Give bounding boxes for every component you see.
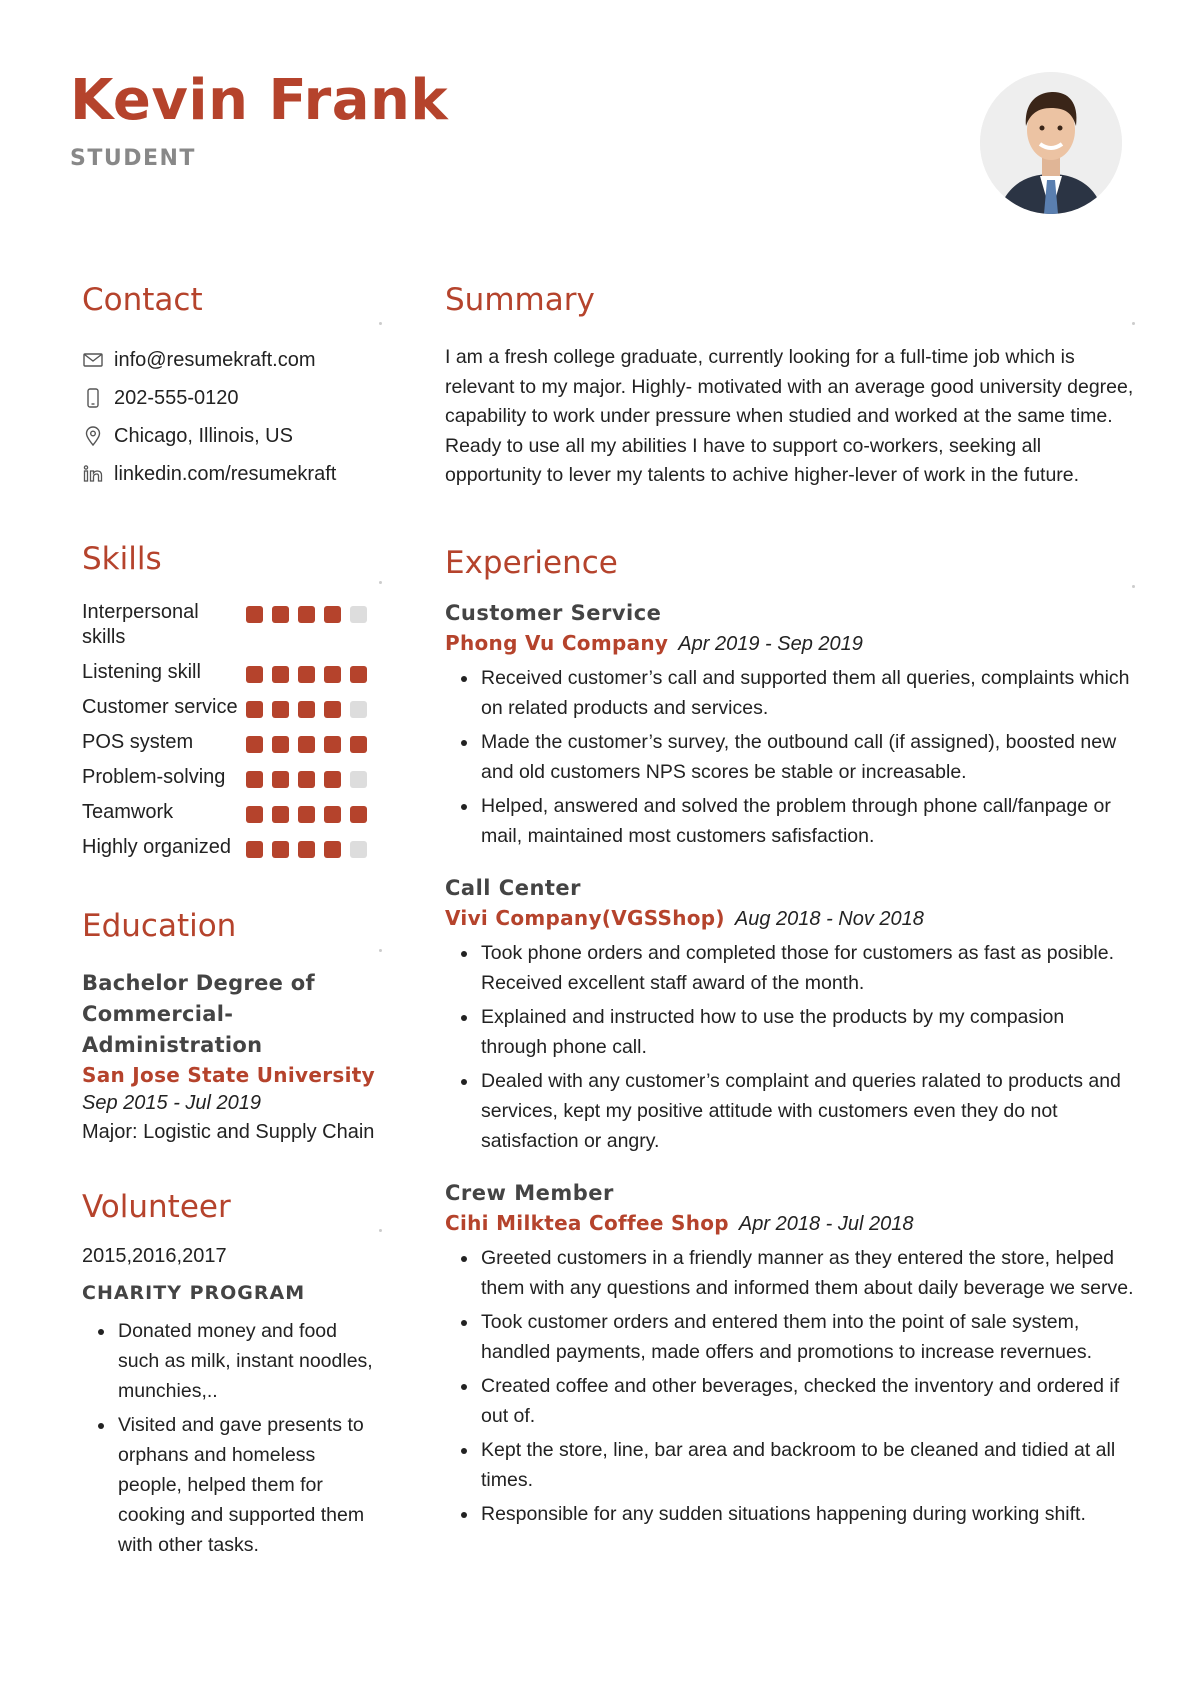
rating-dot-filled (272, 806, 289, 823)
rating-dot-empty (350, 701, 367, 718)
list-item: • Visited and gave presents to orphans and homeless people, helped them for cooking and supported them with other tasks. (116, 1410, 382, 1560)
avatar (980, 72, 1122, 214)
job-company-line (445, 903, 1135, 936)
rating-dot-filled (272, 606, 289, 623)
contact-linkedin[interactable] (82, 455, 382, 493)
rating-dot-filled (350, 666, 367, 683)
rating-dot-filled (324, 771, 341, 788)
list-item: • Took customer orders and entered them into the point of sale system, handled payments, made offers and promotions to increase revernues. (479, 1307, 1135, 1367)
rating-dot-filled (324, 806, 341, 823)
skill-rating (246, 701, 367, 718)
rating-dot-filled (324, 666, 341, 683)
left-column (82, 282, 382, 1564)
contact-email[interactable] (82, 341, 382, 379)
volunteer-heading: Volunteer (82, 1189, 382, 1226)
rating-dot-filled (272, 841, 289, 858)
job-dates: Apr 2018 - Jul 2018 (738, 1212, 914, 1235)
job-bullets (445, 1243, 1135, 1529)
list-item: • Took phone orders and completed those for customers as fast as posible. Received excellent staff award of the month. (479, 938, 1135, 998)
rating-dot-filled (298, 666, 315, 683)
list-item: • Received customer’s call and supported them all queries, complaints which on related products and services. (479, 663, 1135, 723)
skill-name: POS system (82, 731, 194, 754)
skill-name: Teamwork (82, 801, 174, 824)
skill-row (82, 765, 382, 790)
rating-dot-filled (246, 701, 263, 718)
skills-list (82, 600, 382, 860)
email-icon (82, 349, 104, 371)
skill-row (82, 660, 382, 685)
volunteer-years: 2015,2016,2017 (82, 1244, 227, 1267)
contact-location-text: Chicago, Illinois, US (114, 424, 293, 447)
job-dates: Apr 2019 - Sep 2019 (678, 632, 863, 655)
contact-linkedin-text: linkedin.com/resumekraft (114, 462, 337, 485)
skill-name: Listening skill (82, 661, 201, 684)
location-icon (82, 425, 104, 447)
job-title: Customer Service (445, 600, 662, 625)
list-item: • Greeted customers in a friendly manner as they entered the store, helped them with any questions and informed them about daily beverage we serve. (479, 1243, 1135, 1303)
education-section (82, 908, 382, 1146)
skill-rating (246, 841, 367, 858)
profile-photo (980, 72, 1122, 214)
list-item: • Made the customer’s survey, the outbound call (if assigned), boosted new and old customers NPS scores be stable or increasable. (479, 727, 1135, 787)
list-item: • Created coffee and other beverages, checked the inventory and ordered if out of. (479, 1371, 1135, 1431)
rating-dot-filled (350, 806, 367, 823)
right-column (445, 282, 1135, 1533)
rating-dot-filled (246, 841, 263, 858)
rating-dot-filled (324, 701, 341, 718)
skill-row (82, 800, 382, 825)
job-company: Cihi Milktea Coffee Shop (445, 1210, 729, 1235)
linkedin-icon (82, 463, 104, 485)
job-company-line (445, 628, 1135, 661)
contact-phone-text: 202-555-0120 (114, 386, 239, 409)
education-major: Major: Logistic and Supply Chain (82, 1120, 375, 1143)
skill-rating (246, 806, 367, 823)
contact-heading: Contact (82, 282, 382, 319)
volunteer-section (82, 1189, 382, 1560)
contact-list (82, 341, 382, 493)
rating-dot-filled (298, 771, 315, 788)
rating-dot-filled (272, 701, 289, 718)
list-item: • Dealed with any customer’s complaint and queries ralated to products and services, kept my positive attitude with customers even they do not satisfaction or angry. (479, 1066, 1135, 1156)
job-bullets (445, 938, 1135, 1156)
skill-name: Problem-solving (82, 766, 226, 789)
rating-dot-filled (272, 771, 289, 788)
list-item: • Explained and instructed how to use the products by my compasion through phone call. (479, 1002, 1135, 1062)
job-title: Call Center (445, 875, 582, 900)
candidate-name: Kevin Frank (70, 68, 449, 133)
rating-dot-filled (298, 841, 315, 858)
rating-dot-filled (272, 736, 289, 753)
rating-dot-filled (246, 806, 263, 823)
phone-icon (82, 387, 104, 409)
job-bullets (445, 663, 1135, 851)
rating-dot-filled (298, 701, 315, 718)
experience-section (445, 545, 1135, 1529)
skill-name: Customer service (82, 696, 238, 719)
rating-dot-filled (246, 666, 263, 683)
volunteer-bullets (82, 1316, 382, 1560)
skills-heading: Skills (82, 541, 382, 578)
summary-text: I am a fresh college graduate, currently looking for a full-time job which is relevant to my major. Highly- motivated with an average good university degree, capability to work under pressure when studied and worked at the same time. Ready to use all my abilities I have to support co-workers, seeking all opportunity to lever my talents to achive higher-lever of work in the future. (445, 346, 1134, 487)
education-dates: Sep 2015 - Jul 2019 (82, 1091, 262, 1114)
experience-heading: Experience (445, 545, 1135, 582)
rating-dot-filled (246, 736, 263, 753)
experience-item (445, 598, 1135, 851)
job-dates: Aug 2018 - Nov 2018 (734, 907, 924, 930)
jobs-list (445, 598, 1135, 1529)
rating-dot-empty (350, 841, 367, 858)
list-item: • Responsible for any sudden situations happening during working shift. (479, 1499, 1135, 1529)
job-title: Crew Member (445, 1180, 614, 1205)
contact-section (82, 282, 382, 493)
skill-name: Highly organized (82, 836, 231, 859)
rating-dot-filled (350, 736, 367, 753)
job-company-line (445, 1208, 1135, 1241)
rating-dot-empty (350, 606, 367, 623)
skill-row (82, 695, 382, 720)
skill-rating (246, 606, 367, 623)
summary-section (445, 282, 1135, 491)
rating-dot-filled (324, 736, 341, 753)
contact-phone[interactable] (82, 379, 382, 417)
education-school: San Jose State University (82, 1062, 375, 1087)
list-item: • Helped, answered and solved the problem through phone call/fanpage or mail, maintained most customers safisfaction. (479, 791, 1135, 851)
rating-dot-filled (298, 606, 315, 623)
rating-dot-empty (350, 771, 367, 788)
skills-section (82, 541, 382, 860)
skill-name: Interpersonal skills (82, 601, 199, 649)
skill-row (82, 730, 382, 755)
rating-dot-filled (272, 666, 289, 683)
rating-dot-filled (298, 736, 315, 753)
list-item: • Kept the store, line, bar area and backroom to be cleaned and tidied at all times. (479, 1435, 1135, 1495)
rating-dot-filled (246, 606, 263, 623)
rating-dot-filled (324, 606, 341, 623)
candidate-role: STUDENT (70, 146, 196, 171)
rating-dot-filled (298, 806, 315, 823)
skill-row (82, 600, 382, 650)
job-company: Vivi Company(VGSShop) (445, 905, 725, 930)
contact-location (82, 417, 382, 455)
rating-dot-filled (324, 841, 341, 858)
skill-rating (246, 736, 367, 753)
volunteer-program: CHARITY PROGRAM (82, 1281, 306, 1304)
list-item: • Donated money and food such as milk, instant noodles, munchies,.. (116, 1316, 382, 1406)
skill-row (82, 835, 382, 860)
education-degree: Bachelor Degree of Commercial-Administration (82, 970, 315, 1057)
experience-item (445, 1178, 1135, 1529)
job-company: Phong Vu Company (445, 630, 669, 655)
summary-heading: Summary (445, 282, 1135, 319)
experience-item (445, 873, 1135, 1156)
rating-dot-filled (246, 771, 263, 788)
skill-rating (246, 666, 367, 683)
skill-rating (246, 771, 367, 788)
contact-email-text: info@resumekraft.com (114, 348, 316, 371)
education-heading: Education (82, 908, 382, 945)
